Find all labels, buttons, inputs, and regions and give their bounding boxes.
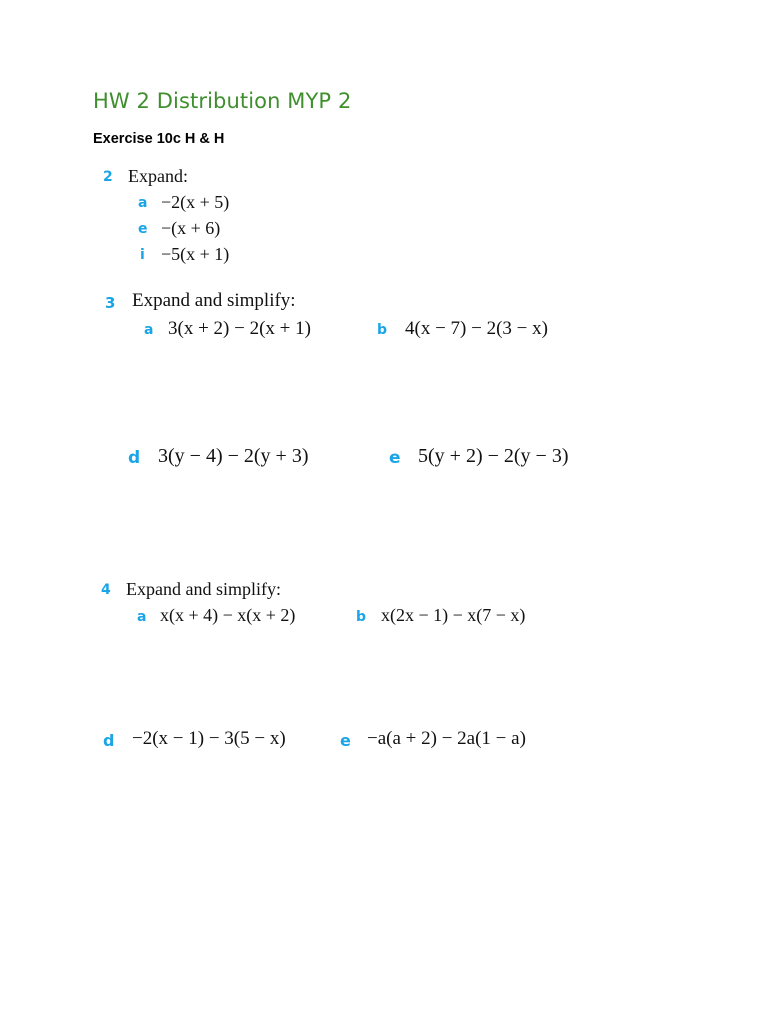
math-expression: 4(x − 7) − 2(3 − x)	[405, 318, 548, 339]
page-title: HW 2 Distribution MYP 2	[93, 89, 352, 113]
part-label: e	[340, 731, 351, 750]
question-number: 4	[101, 582, 111, 598]
math-expression: −(x + 6)	[161, 218, 221, 238]
math-expression: −2(x − 1) − 3(5 − x)	[132, 728, 286, 749]
part-label: e	[389, 448, 401, 468]
part-label: a	[137, 609, 147, 625]
math-expression: −2(x + 5)	[161, 192, 230, 212]
part-label: a	[138, 195, 148, 211]
math-expression: −a(a + 2) − 2a(1 − a)	[367, 728, 526, 749]
math-expression: 5(y + 2) − 2(y − 3)	[418, 445, 569, 467]
question-instruction: Expand:	[128, 166, 188, 186]
question-instruction: Expand and simplify:	[132, 290, 296, 311]
part-label: e	[138, 221, 148, 237]
math-expression: −5(x + 1)	[161, 244, 230, 264]
question-instruction: Expand and simplify:	[126, 579, 281, 599]
part-label: b	[356, 609, 367, 625]
part-label: b	[377, 322, 388, 338]
part-label: a	[144, 322, 154, 338]
part-label: d	[103, 731, 115, 750]
math-expression: 3(x + 2) − 2(x + 1)	[168, 318, 311, 339]
exercise-subtitle: Exercise 10c H & H	[93, 131, 225, 147]
math-expression: x(2x − 1) − x(7 − x)	[381, 605, 526, 625]
part-label: d	[128, 448, 141, 468]
math-expression: 3(y − 4) − 2(y + 3)	[158, 445, 309, 467]
part-label: i	[140, 247, 145, 263]
question-number: 2	[103, 169, 113, 185]
math-expression: x(x + 4) − x(x + 2)	[160, 605, 296, 625]
question-number: 3	[105, 294, 116, 312]
